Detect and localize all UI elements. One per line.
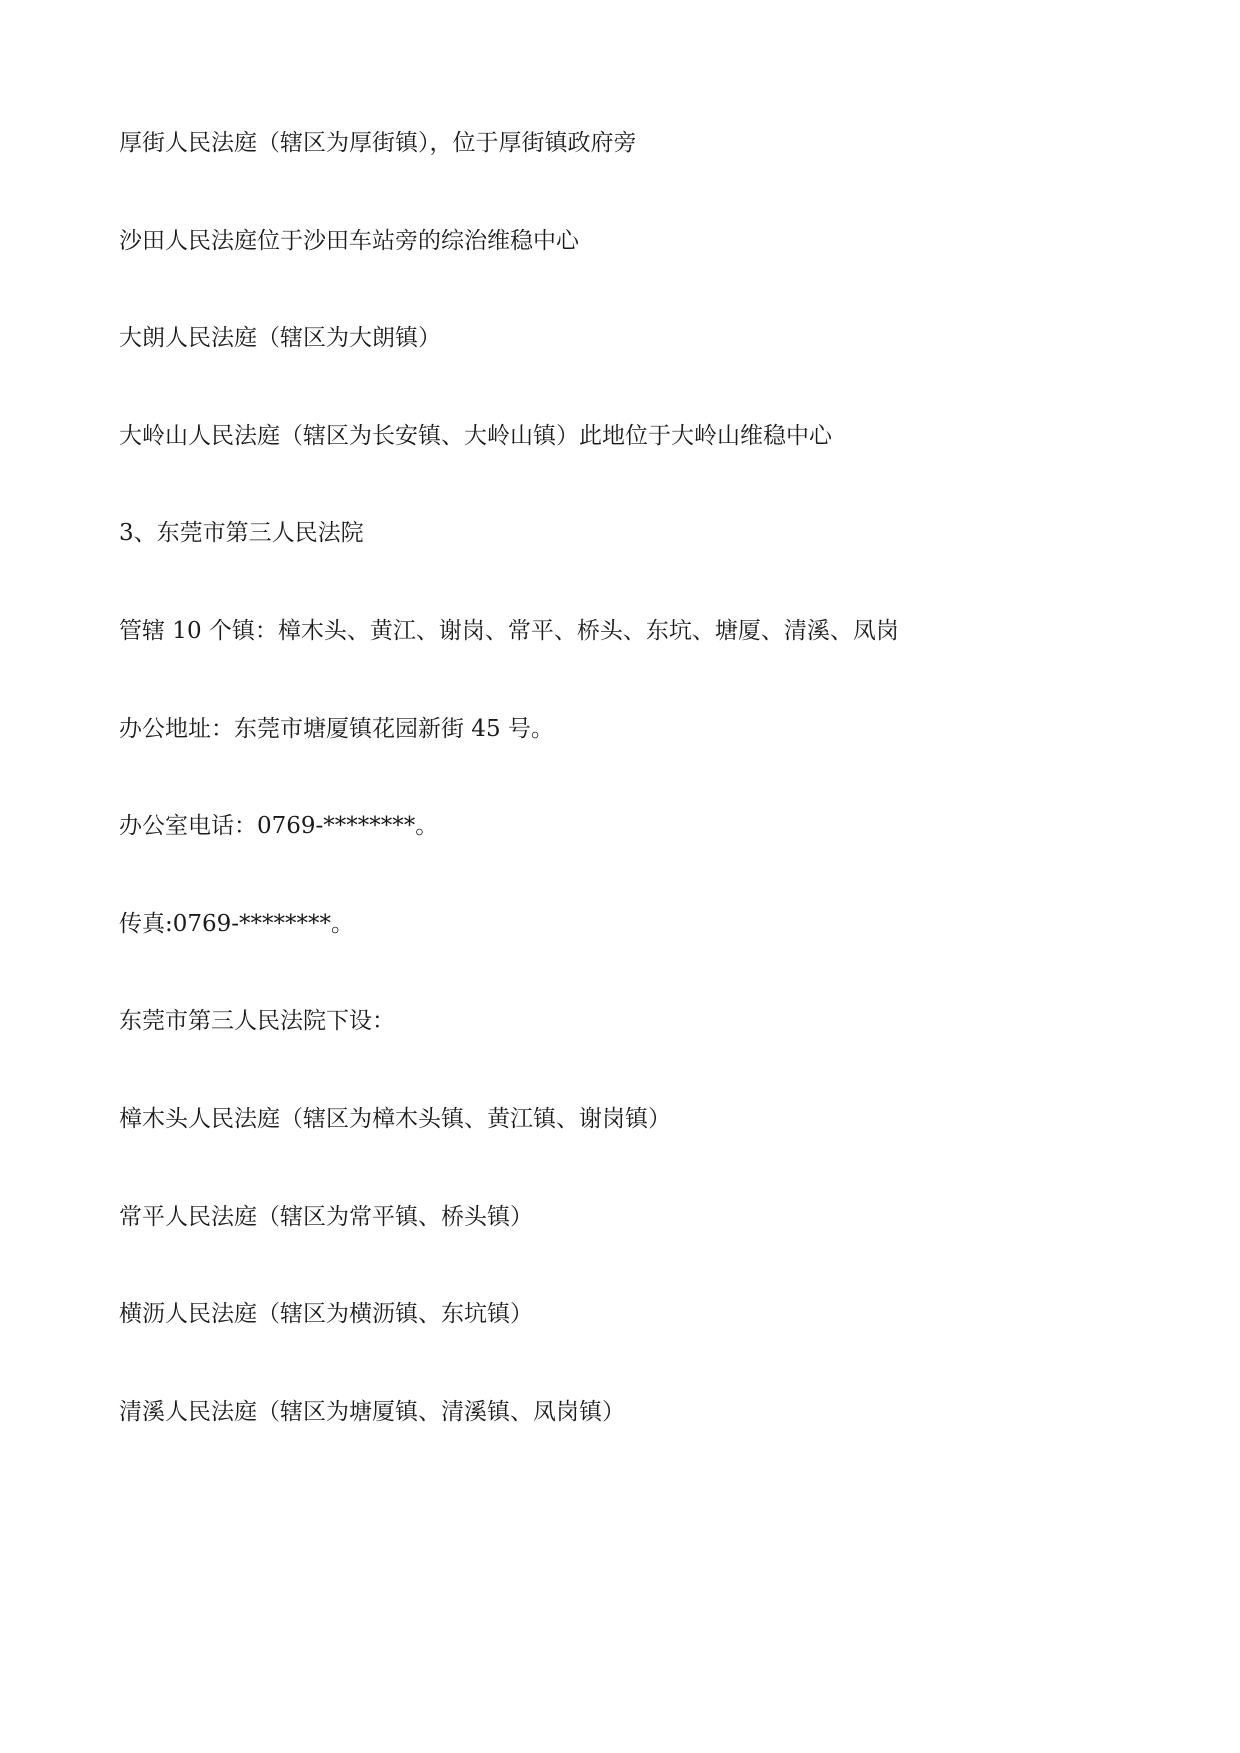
text-line-subdivisions-intro: 东莞市第三人民法院下设： (119, 1008, 395, 1034)
text-line-dalang-court: 大朗人民法庭（辖区为大朗镇） (119, 325, 441, 351)
text-line-office-phone: 办公室电话：0769-********。 (119, 813, 439, 839)
text-line-changping-court: 常平人民法庭（辖区为常平镇、桥头镇） (119, 1204, 533, 1230)
text-line-houjie-court: 厚街人民法庭（辖区为厚街镇），位于厚街镇政府旁 (119, 130, 637, 156)
text-line-jurisdiction-towns: 管辖 10 个镇：樟木头、黄江、谢岗、常平、桥头、东坑、塘厦、清溪、凤岗 (119, 618, 899, 644)
text-line-dalingshan-court: 大岭山人民法庭（辖区为长安镇、大岭山镇）此地位于大岭山维稳中心 (119, 423, 832, 449)
text-line-hengli-court: 横沥人民法庭（辖区为横沥镇、东坑镇） (119, 1301, 533, 1327)
text-line-fax: 传真:0769-********。 (119, 911, 355, 937)
text-line-office-address: 办公地址：东莞市塘厦镇花园新街 45 号。 (119, 716, 554, 742)
section-heading-third-court: 3、东莞市第三人民法院 (119, 520, 364, 546)
text-line-zhangmutou-court: 樟木头人民法庭（辖区为樟木头镇、黄江镇、谢岗镇） (119, 1106, 671, 1132)
text-line-shatian-court: 沙田人民法庭位于沙田车站旁的综治维稳中心 (119, 228, 579, 254)
text-line-qingxi-court: 清溪人民法庭（辖区为塘厦镇、清溪镇、凤岗镇） (119, 1399, 625, 1425)
